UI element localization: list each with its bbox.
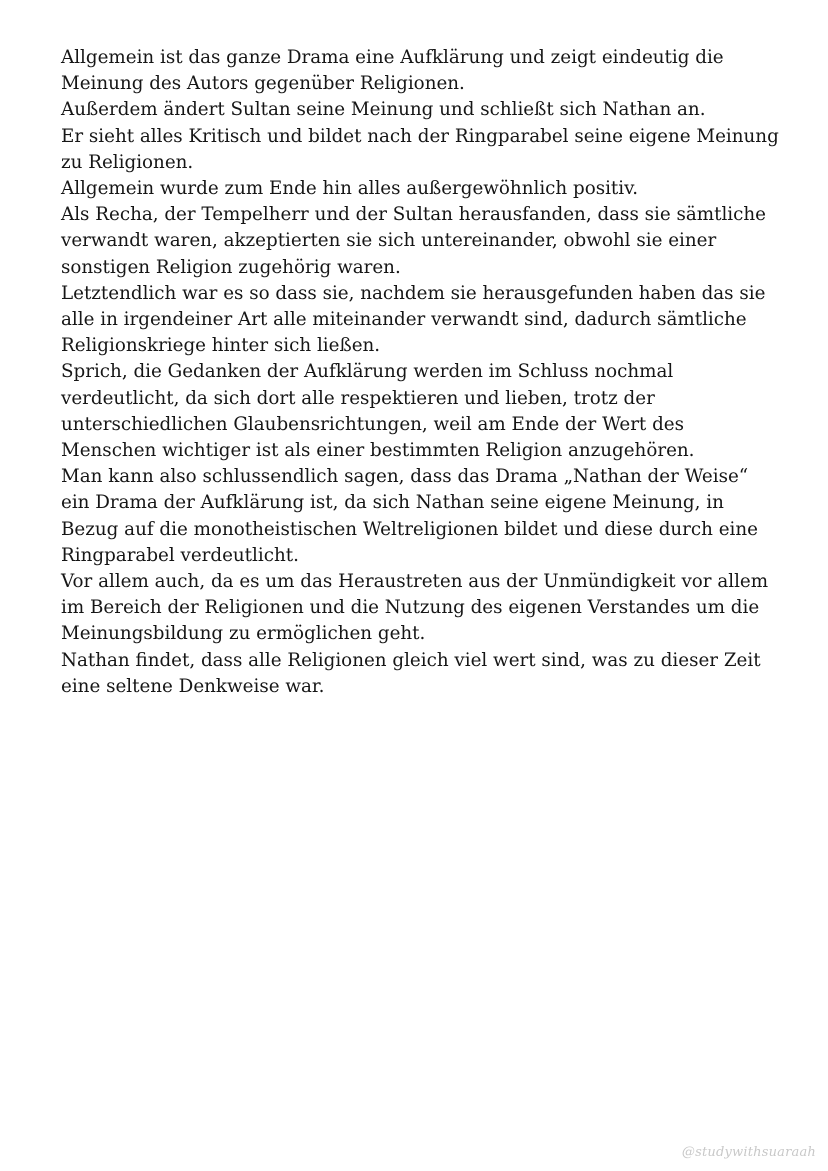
- body-text: [61, 45, 801, 700]
- text-line: sonstigen Religion zugehörig waren.: [61, 256, 401, 278]
- text-line: Allgemein ist das ganze Drama eine Aufklärung und zeigt eindeutig die: [61, 47, 724, 68]
- text-line: Meinung des Autors gegenüber Religionen.: [61, 73, 465, 95]
- watermark: @studywithsuaraah: [681, 1145, 816, 1160]
- text-line: Meinungsbildung zu ermöglichen geht.: [61, 623, 426, 645]
- text-line: im Bereich der Religionen und die Nutzung des eigenen Verstandes um die: [61, 597, 760, 619]
- text-line: Er sieht alles Kritisch und bildet nach der Ringparabel seine eigene Meinung: [61, 125, 779, 147]
- text-line: Allgemein wurde zum Ende hin alles außergewöhnlich positiv.: [61, 178, 639, 200]
- text-line: Sprich, die Gedanken der Aufklärung werden im Schluss nochmal: [61, 361, 674, 383]
- text-line: Nathan findet, dass alle Religionen gleich viel wert sind, was zu dieser Zeit: [61, 649, 761, 671]
- text-line: Ringparabel verdeutlicht.: [61, 544, 299, 566]
- text-line: verdeutlicht, da sich dort alle respektieren und lieben, trotz der: [61, 387, 655, 409]
- text-line: alle in irgendeiner Art alle miteinander verwandt sind, dadurch sämtliche: [61, 309, 747, 331]
- text-line: Außerdem ändert Sultan seine Meinung und schließt sich Nathan an.: [61, 99, 706, 121]
- text-line: Vor allem auch, da es um das Heraustreten aus der Unmündigkeit vor allem: [61, 571, 769, 593]
- text-line: verwandt waren, akzeptierten sie sich untereinander, obwohl sie einer: [61, 230, 717, 252]
- text-line: Religionskriege hinter sich ließen.: [61, 335, 381, 357]
- text-line: zu Religionen.: [61, 151, 194, 173]
- text-line: eine seltene Denkweise war.: [61, 675, 325, 697]
- text-line: ein Drama der Aufklärung ist, da sich Nathan seine eigene Meinung, in: [61, 492, 724, 514]
- text-line: Menschen wichtiger ist als einer bestimmten Religion anzugehören.: [61, 440, 695, 462]
- text-line: Man kann also schlussendlich sagen, dass das Drama „Nathan der Weise“: [61, 466, 749, 488]
- text-line: Letztendlich war es so dass sie, nachdem sie herausgefunden haben das sie: [61, 282, 766, 304]
- text-line: Als Recha, der Tempelherr und der Sultan herausfanden, dass sie sämtliche: [61, 204, 766, 226]
- text-line: unterschiedlichen Glaubensrichtungen, weil am Ende der Wert des: [61, 413, 684, 435]
- text-line: Bezug auf die monotheistischen Weltreligionen bildet und diese durch eine: [61, 518, 758, 540]
